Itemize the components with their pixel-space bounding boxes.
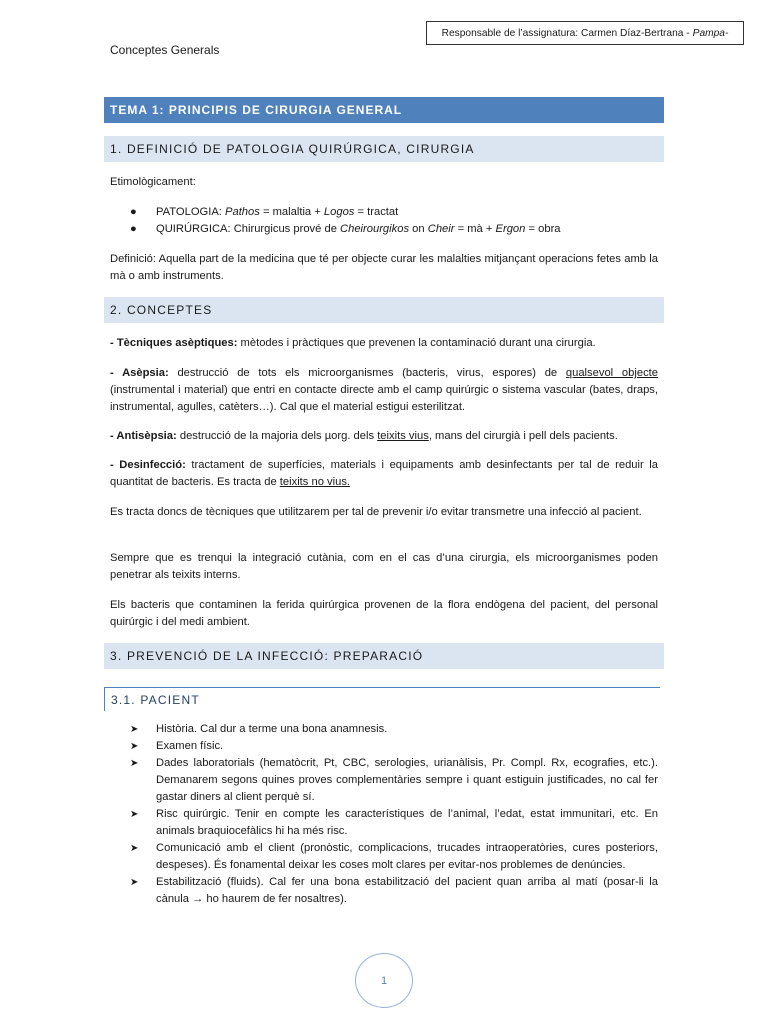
etymology-intro: Etimològicament: (110, 176, 196, 188)
patient-checklist (130, 721, 658, 908)
definition-paragraph: Definició: Aquella part de la medicina que té per objecte curar les malalties mitjançant operacions fetes amb la mà o amb instruments. (110, 253, 658, 282)
page-number: 1 (355, 953, 413, 1008)
arrow-bullet-icon: ➤ (130, 843, 139, 854)
responsible-nickname: Pampa- (692, 27, 729, 39)
list-item: ➤ Comunicació amb el client (pronòstic, complicacions, trucades intraoperatòries, cures posteriors, despeses). És fonamental deixar les coses molt clares per evitar-nos problemes de denúncies. (130, 842, 658, 871)
antisepsis-paragraph: - Antisèpsia: destrucció de la majoria dels µorg. dels teixits vius, mans del cirurgià i pell dels pacients. (110, 430, 618, 442)
list-item: ➤ Història. Cal dur a terme una bona anamnesis. (130, 721, 658, 738)
skin-integration-paragraph: Sempre que es trenqui la integració cutània, com en el cas d’una cirurgia, els microorganismes poden penetrar als teixits interns. (110, 552, 658, 581)
bullet-marker: ● (130, 223, 137, 235)
document-title: Conceptes Generals (110, 43, 220, 57)
arrow-bullet-icon: ➤ (130, 758, 139, 769)
bullet-marker: ● (130, 206, 137, 218)
list-item: ● PATOLOGIA: Pathos = malaltia + Logos = tractat (130, 204, 660, 221)
section-3-heading: 3. PREVENCIÓ DE LA INFECCIÓ: PREPARACIÓ (104, 643, 664, 669)
aseptic-techniques-paragraph: - Tècniques asèptiques: mètodes i pràctiques que prevenen la contaminació durant una cirurgia. (110, 337, 596, 349)
responsible-text: Responsable de l’assignatura: Carmen Díaz-Bertrana - (441, 27, 690, 39)
arrow-bullet-icon: ➤ (130, 877, 139, 888)
subsection-3-1-heading: 3.1. PACIENT (104, 687, 660, 711)
arrow-bullet-icon: ➤ (130, 809, 139, 820)
list-item: ➤ Examen físic. (130, 738, 658, 755)
section-1-heading: 1. DEFINICIÓ DE PATOLOGIA QUIRÚRGICA, CIRURGIA (104, 136, 664, 162)
list-item: ➤ Risc quirúrgic. Tenir en compte les característiques de l’animal, l’edat, estat immunitari, etc. En animals braquiocefàlics hi ha més risc. (130, 808, 658, 837)
asepsis-paragraph: - Asèpsia: destrucció de tots els microorganismes (bacteris, virus, espores) de qualsevol objecte (instrumental i material) que entri en contacte directe amb el camp quirúrgic o sistema vascular (bates, draps, instrumental, agulles, catèters…). Cal que el material estigui esterilitzat. (110, 367, 658, 413)
list-item: ● QUIRÚRGICA: Chirurgicus prové de Cheirourgikos on Cheir = mà + Ergon = obra (130, 221, 660, 238)
disinfection-paragraph: - Desinfecció: tractament de superfícies, materials i equipaments amb desinfectants per tal de reduir la quantitat de bacteris. Es tracta de teixits no vius. (110, 459, 659, 488)
list-item: ➤ Estabilització (fluids). Cal fer una bona estabilització del pacient quan arriba al matí (posar-li la cànula → ho haurem de fer nosaltres). (130, 876, 658, 905)
list-item: ➤ Dades laboratorials (hematòcrit, Pt, CBC, serologies, urianàlisis, Pr. Compl. Rx, ecografies, etc.). Demanarem segons quines proves complementàries sempre i quant estiguin justificades, no cal fer gastar diners al client perquè sí. (130, 757, 658, 803)
arrow-bullet-icon: ➤ (130, 741, 139, 752)
section-2-heading: 2. CONCEPTES (104, 297, 664, 323)
arrow-bullet-icon: ➤ (130, 724, 139, 735)
responsible-header (426, 21, 744, 45)
etymology-list (130, 204, 660, 238)
tema-heading: TEMA 1: PRINCIPIS DE CIRURGIA GENERAL (104, 97, 664, 123)
bacteria-origin-paragraph: Els bacteris que contaminen la ferida quirúrgica provenen de la flora endògena del pacient, del personal quirúrgic i del medi ambient. (110, 599, 658, 628)
techniques-summary-paragraph: Es tracta doncs de tècniques que utilitzarem per tal de prevenir i/o evitar transmetre una infecció al pacient. (110, 506, 642, 518)
